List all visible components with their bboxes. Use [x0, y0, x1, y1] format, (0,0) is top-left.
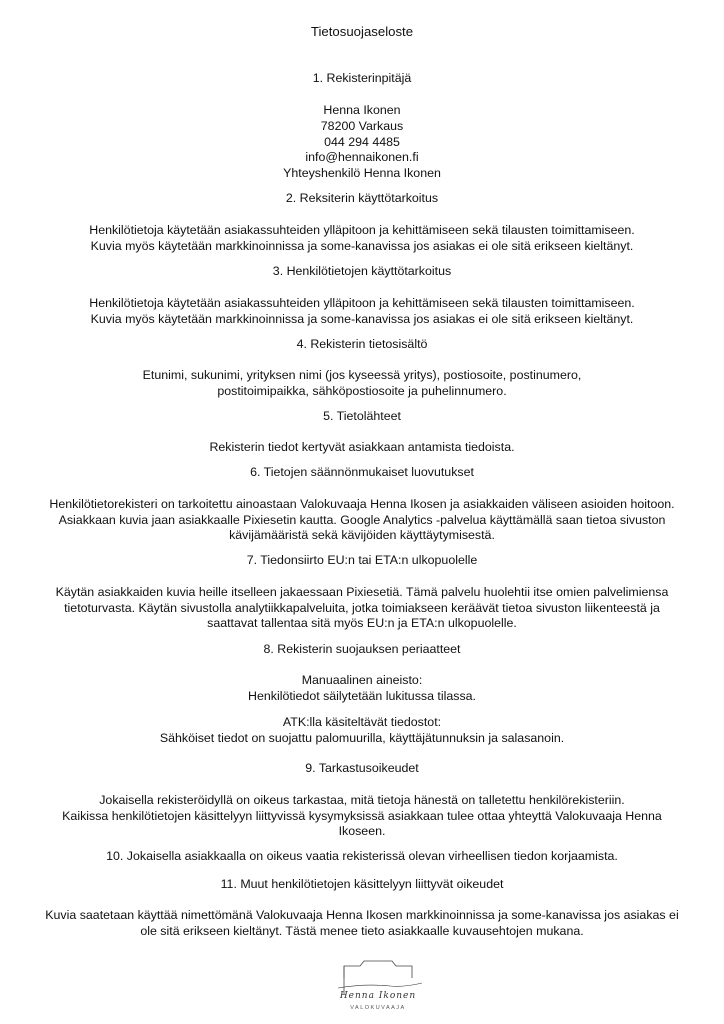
section-4-line: postitoimipaikka, sähköpostiosoite ja puhelinnumero. [217, 384, 507, 398]
section-11-heading: 11. Muut henkilötietojen käsittelyyn liittyvät oikeudet [220, 877, 504, 891]
section-5-line: Rekisterin tiedot kertyvät asiakkaan antamista tiedoista. [209, 440, 515, 454]
section-2-line: Henkilötietoja käytetään asiakassuhteiden ylläpitoon ja kehittämiseen sekä tilausten toimittamiseen. [89, 223, 635, 237]
section-6-line: kävijämääristä sekä kävijöiden käyttäytymisestä. [229, 528, 495, 542]
section-8-line: Henkilötiedot säilytetään lukitussa tilassa. [248, 689, 476, 703]
section-8-heading: 8. Rekisterin suojauksen periaatteet [263, 642, 461, 656]
section-6-line: Asiakkaan kuvia jaan asiakkaalle Pixiesetin kautta. Google Analytics -palvelua käyttämällä saan tietoa sivuston [58, 513, 666, 527]
section-7-line: Käytän asiakkaiden kuvia heille itselleen jakaessaan Pixiesetiä. Tämä palvelu huolehtii itse omien palvelimiensa [55, 585, 669, 599]
section-1-line: 044 294 4485 [324, 135, 400, 149]
section-2-heading: 2. Reksiterin käyttötarkoitus [285, 191, 439, 205]
section-4-line: Etunimi, sukunimi, yrityksen nimi (jos kyseessä yritys), postiosoite, postinumero, [142, 368, 582, 382]
section-4-heading: 4. Rekisterin tietosisältö [296, 337, 428, 351]
section-3-line: Kuvia myös käytetään markkinoinnissa ja some-kanavissa jos asiakas ei ole sitä erikseen kieltänyt. [90, 312, 634, 326]
section-11-line: Kuvia saatetaan käyttää nimettömänä Valokuvaaja Henna Ikosen markkinoinnissa ja some-kanavissa jos asiakas ei [45, 908, 679, 922]
section-3-line: Henkilötietoja käytetään asiakassuhteiden ylläpitoon ja kehittämiseen sekä tilausten toimittamiseen. [89, 296, 635, 310]
section-1-line: Henna Ikonen [323, 103, 401, 117]
section-1-line: Yhteyshenkilö Henna Ikonen [283, 166, 441, 180]
logo-tagline: VALOKUVAAJA [350, 1005, 406, 1011]
section-9-line: Jokaisella rekisteröidyllä on oikeus tarkastaa, mitä tietoja hänestä on talletettu henkilörekisteriin. [99, 793, 625, 807]
section-3-heading: 3. Henkilötietojen käyttötarkoitus [272, 264, 452, 278]
section-8-line: ATK:lla käsiteltävät tiedostot: [282, 715, 442, 729]
section-7-line: saattavat tallentaa sitä myös EU:n ja ETA:n ulkopuolelle. [207, 616, 517, 630]
section-5-heading: 5. Tietolähteet [323, 409, 401, 423]
signature-logo [330, 958, 426, 1011]
section-7-line: tietoturvasta. Käytän sivustolla analytiikkapalveluita, jotka toimiakseen keräävät tietoa sivuston liikenteestä ja [64, 601, 660, 615]
section-1-email: info@hennaikonen.fi [305, 150, 419, 164]
section-1-line: 78200 Varkaus [320, 119, 404, 133]
page-title: Tietosuojaseloste [310, 24, 414, 39]
section-9-heading: 9. Tarkastusoikeudet [305, 761, 419, 775]
section-8-line: Manuaalinen aineisto: [301, 673, 423, 687]
logo-name: Henna Ikonen [339, 991, 417, 1001]
section-8-line: Sähköiset tiedot on suojattu palomuurilla, käyttäjätunnuksin ja salasanoin. [159, 731, 565, 745]
section-10-heading: 10. Jokaisella asiakkaalla on oikeus vaatia rekisterissä olevan virheellisen tiedon korjaamista. [106, 849, 618, 863]
section-7-heading: 7. Tiedonsiirto EU:n tai ETA:n ulkopuolelle [246, 553, 478, 567]
section-9-line: Ikoseen. [338, 824, 386, 838]
section-11-line: ole sitä erikseen kieltänyt. Tästä menee tieto asiakkaalle kuvausehtojen mukana. [140, 924, 584, 938]
section-9-line: Kaikissa henkilötietojen käsittelyyn liittyvissä kysymyksissä asiakkaan tulee ottaa yhteyttä Valokuvaaja Henna [62, 809, 662, 823]
section-1-heading: 1. Rekisterinpitäjä [312, 71, 412, 85]
section-2-line: Kuvia myös käytetään markkinoinnissa ja some-kanavissa jos asiakas ei ole sitä erikseen kieltänyt. [90, 239, 634, 253]
section-6-line: Henkilötietorekisteri on tarkoitettu ainoastaan Valokuvaaja Henna Ikosen ja asiakkaiden väliseen asioiden hoitoon. [49, 497, 675, 511]
section-6-heading: 6. Tietojen säännönmukaiset luovutukset [250, 465, 474, 479]
